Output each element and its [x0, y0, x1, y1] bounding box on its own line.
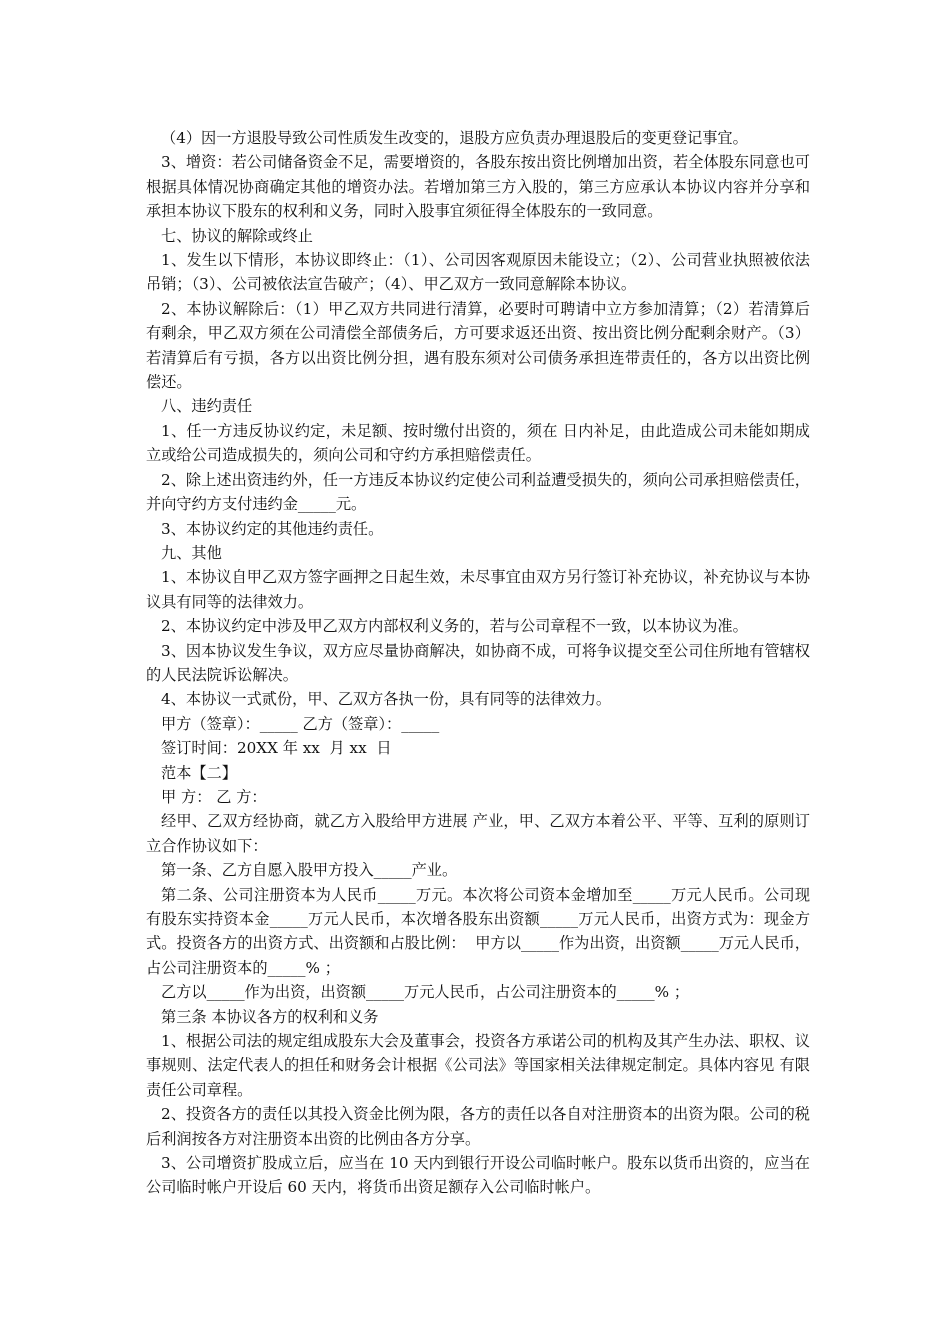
paragraph-liability-3: 3、本协议约定的其他违约责任。 [161, 519, 384, 538]
section-heading-liability: 八、违约责任 [161, 397, 253, 416]
section-heading-termination: 七、协议的解除或终止 [161, 226, 313, 245]
section-heading-other: 九、其他 [161, 543, 222, 562]
signing-date: 签订时间：20XX 年 xx 月 xx 日 [161, 739, 392, 758]
article-one: 第一条、乙方自愿入股甲方投入_____产业。 [161, 861, 458, 880]
paragraph-termination-conditions: 1、发生以下情形，本协议即终止：（1）、公司因客观原因未能设立；（2）、公司营业执照被依法吊销；（3）、公司被依法宣告破产；（4）、甲乙双方一致同意解除本协议。 [146, 251, 810, 294]
article-three-3: 3、公司增资扩股成立后，应当在 10 天内到银行开设公司临时帐户。股东以货币出资的，应当在公司临时帐户开设后 60 天内，将货币出资足额存入公司临时帐户。 [146, 1154, 810, 1197]
paragraph-preamble: 经甲、乙双方经协商，就乙方入股给甲方进展 产业，甲、乙双方本着公平、平等、互利的原则订立合作协议如下： [146, 812, 810, 855]
paragraph-liability-2: 2、除上述出资违约外，任一方违反本协议约定使公司利益遭受损失的，须向公司承担赔偿责任，并向守约方支付违约金_____元。 [146, 470, 810, 514]
paragraph-liability-1: 1、任一方违反协议约定，未足额、按时缴付出资的，须在 日内补足，由此造成公司未能如期成立或给公司造成损失的，须向公司和守约方承担赔偿责任。 [146, 421, 810, 465]
template-two-heading: 范本【二】 [161, 763, 237, 782]
article-two: 第二条、公司注册资本为人民币_____万元。本次将公司资本金增加至_____万元人民币。公司现有股东实持资本金_____万元人民币，本次增各股东出资额_____万元人民币，出资方式为：现金方式。投资各方的出资方式、出资额和占股比例： 甲方以_____作为出资，出资额_____万元人民币，占公司注册资本的_____% ； [146, 885, 810, 977]
signature-line: 甲方（签章）：_____ 乙方（签章）：_____ [161, 714, 440, 733]
paragraph-other-4: 4、本协议一式贰份，甲、乙双方各执一份，具有同等的法律效力。 [161, 690, 612, 709]
article-three-2: 2、投资各方的责任以其投入资金比例为限，各方的责任以各自对注册资本的出资为限。公司的税后利润按各方对注册资本出资的比例由各方分享。 [146, 1105, 810, 1148]
paragraph-withdrawal-registration: （4）因一方退股导致公司性质发生改变的，退股方应负责办理退股后的变更登记事宜。 [161, 129, 748, 147]
paragraph-other-1: 1、本协议自甲乙双方签字画押之日起生效，未尽事宜由双方另行签订补充协议，补充协议与本协议具有同等的法律效力。 [146, 568, 810, 611]
paragraph-other-2: 2、本协议约定中涉及甲乙双方内部权利义务的，若与公司章程不一致，以本协议为准。 [161, 617, 748, 636]
paragraph-capital-increase: 3、增资：若公司储备资金不足，需要增资的，各股东按出资比例增加出资，若全体股东同意也可根据具体情况协商确定其他的增资办法。若增加第三方入股的，第三方应承认本协议内容并分享和承担本协议下股东的权利和义务，同时入股事宜须征得全体股东的一致同意。 [146, 153, 810, 221]
paragraph-liquidation: 2、本协议解除后：（1）甲乙双方共同进行清算，必要时可聘请中立方参加清算；（2）若清算后有剩余，甲乙双方须在公司清偿全部债务后，方可要求返还出资、按出资比例分配剩余财产。（3）若清算后有亏损，各方以出资比例分担，遇有股东须对公司债务承担连带责任的，各方以出资比例偿还。 [146, 299, 810, 392]
paragraph-other-3: 3、因本协议发生争议，双方应尽量协商解决，如协商不成，可将争议提交至公司住所地有管辖权的人民法院诉讼解决。 [146, 641, 810, 684]
article-three-heading: 第三条 本协议各方的权利和义务 [161, 1007, 379, 1026]
article-three-1: 1、根据公司法的规定组成股东大会及董事会，投资各方承诺公司的机构及其产生办法、职权、议事规则、法定代表人的担任和财务会计根据《公司法》等国家相关法律规定制定。具体内容见 有限责任公司章程。 [146, 1032, 810, 1099]
article-two-party-b: 乙方以_____作为出资，出资额_____万元人民币，占公司注册资本的_____% ； [161, 983, 690, 1002]
parties-line: 甲 方： 乙 方： [161, 787, 267, 806]
